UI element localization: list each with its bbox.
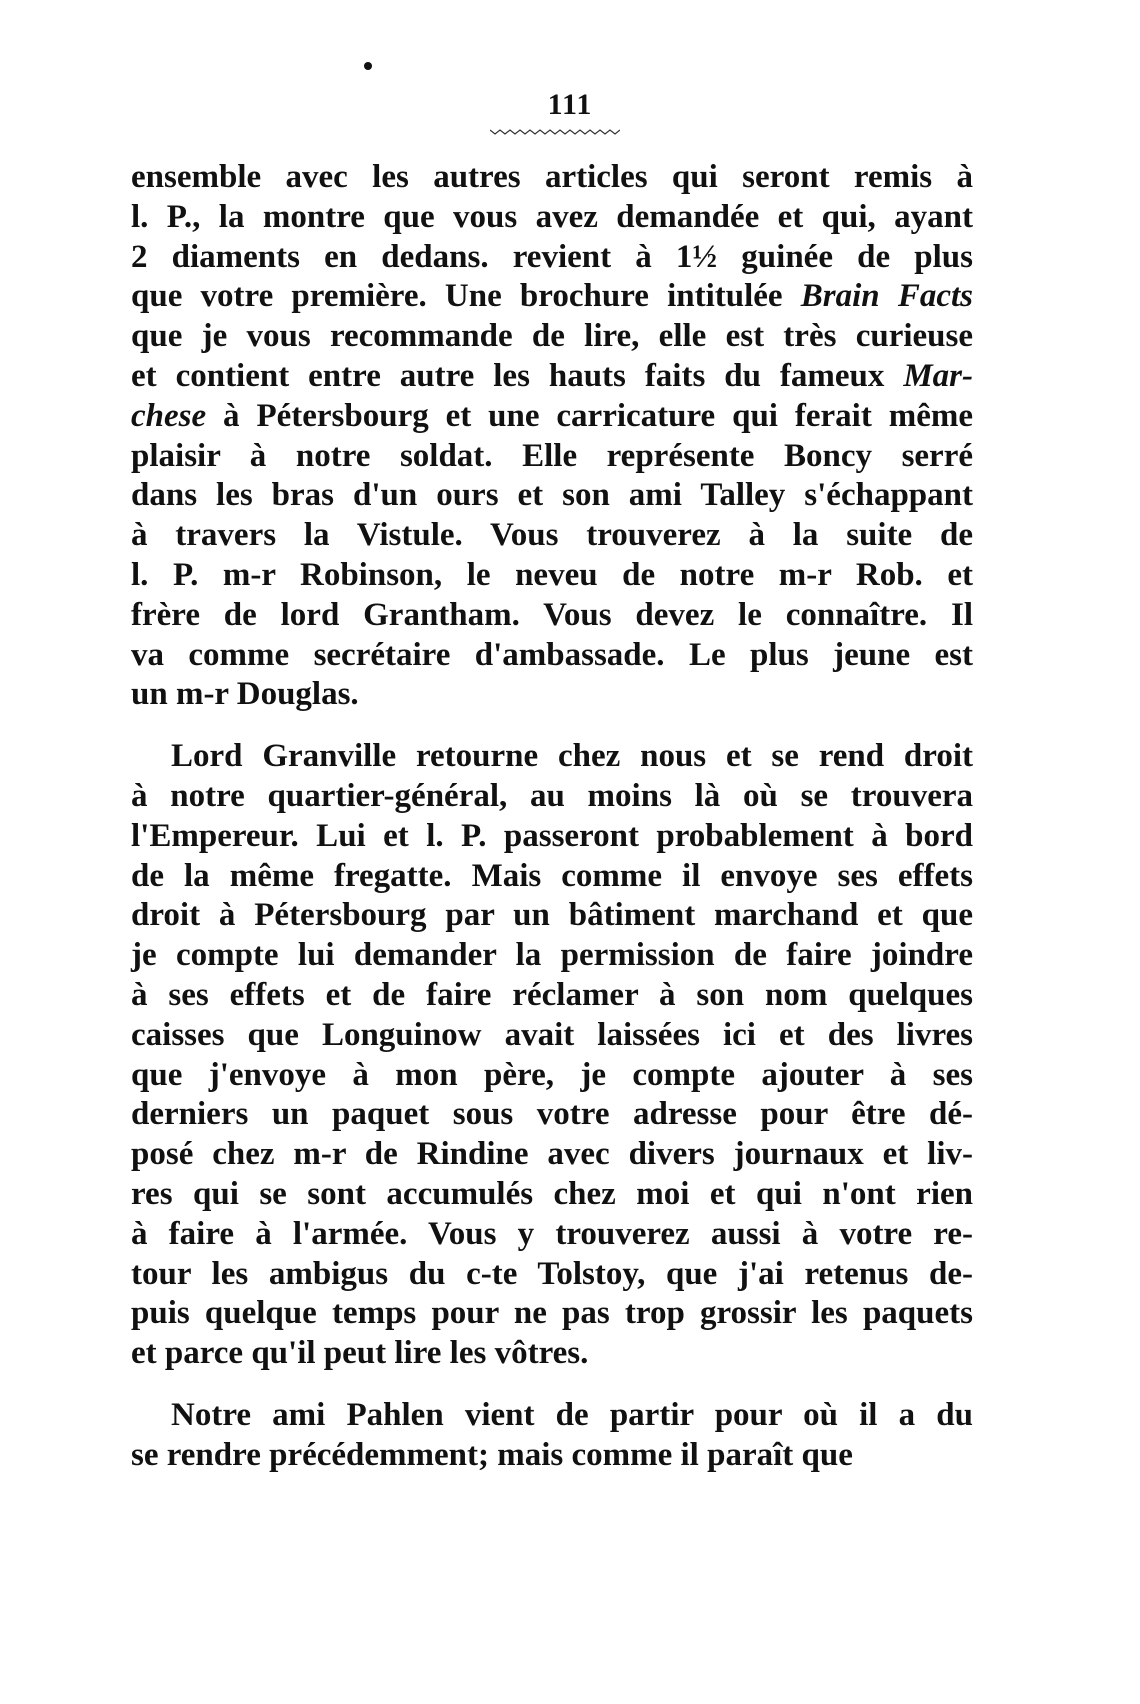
text-line: un m-r Douglas. <box>131 676 359 713</box>
text-line: res qui se sont accumulés chez moi et qui n'ont rien <box>131 1175 973 1212</box>
text-line: Lord Granville retourne chez nous et se rend droit <box>171 738 973 775</box>
text-line: plaisir à notre soldat. Elle représente Boncy serré <box>131 437 973 474</box>
text-line: l. P. m-r Robinson, le neveu de notre m-r Rob. et <box>131 556 973 593</box>
text-line: à ses effets et de faire réclamer à son nom quelques <box>131 976 973 1013</box>
paragraph <box>131 158 973 715</box>
text-segment: à Pétersbourg et une carricature qui ferait même <box>206 397 973 434</box>
text-line: frère de lord Grantham. Vous devez le connaître. Il <box>131 596 973 633</box>
text-line: à faire à l'armée. Vous y trouverez aussi à votre re- <box>131 1215 973 1252</box>
page-number: 111 <box>547 88 593 121</box>
text-line: derniers un paquet sous votre adresse pour être dé- <box>131 1096 973 1133</box>
text-line: va comme secrétaire d'ambassade. Le plus jeune est <box>131 636 973 673</box>
text-line: à travers la Vistule. Vous trouverez à la suite de <box>131 517 973 554</box>
text-line: droit à Pétersbourg par un bâtiment marchand et que <box>131 897 973 934</box>
text-line: que j'envoye à mon père, je compte ajouter à ses <box>131 1056 973 1093</box>
text-line: et parce qu'il peut lire les vôtres. <box>131 1335 589 1372</box>
text-segment: que votre première. Une brochure intitulée <box>131 278 801 315</box>
text-line: l'Empereur. Lui et l. P. passeront probablement à bord <box>131 817 973 854</box>
text-line: posé chez m-r de Rindine avec divers journaux et liv- <box>131 1136 973 1173</box>
paragraph-gap <box>131 1374 973 1396</box>
italic-segment: chese <box>131 397 207 434</box>
italic-segment: Brain Facts <box>800 278 973 315</box>
text-line: puis quelque temps pour ne pas trop grossir les paquets <box>131 1295 973 1332</box>
text-line: Notre ami Pahlen vient de partir pour où il a du <box>171 1396 973 1433</box>
paragraph <box>131 737 973 1374</box>
page-body <box>131 158 973 1476</box>
text-line: tour les ambigus du c-te Tolstoy, que j'ai retenus de- <box>131 1255 973 1292</box>
text-line: que je vous recommande de lire, elle est très curieuse <box>131 318 973 355</box>
text-line: de la même fregatte. Mais comme il envoye ses effets <box>131 857 973 894</box>
text-line: caisses que Longuinow avait laissées ici et des livres <box>131 1016 973 1053</box>
text-line: je compte lui demander la permission de faire joindre <box>131 937 973 974</box>
text-line: ensemble avec les autres articles qui seront remis à <box>131 159 973 195</box>
text-line <box>131 357 973 397</box>
paragraph <box>131 1396 973 1476</box>
ink-dot <box>364 62 372 70</box>
text-line: dans les bras d'un ours et son ami Talley s'échappant <box>131 477 973 514</box>
text-segment: et contient entre autre les hauts faits du fameux <box>131 357 904 394</box>
text-line <box>131 397 973 437</box>
italic-segment: Mar- <box>903 357 973 394</box>
text-line: l. P., la montre que vous avez demandée et qui, ayant <box>131 198 973 235</box>
ornamental-rule <box>490 128 620 136</box>
text-line: 2 diaments en dedans. revient à 1½ guinée de plus <box>131 238 973 275</box>
paragraph-gap <box>131 715 973 737</box>
text-line: se rendre précédemment; mais comme il paraît que <box>131 1436 853 1473</box>
text-line: à notre quartier-général, au moins là où se trouvera <box>131 777 973 814</box>
text-line <box>131 277 973 317</box>
